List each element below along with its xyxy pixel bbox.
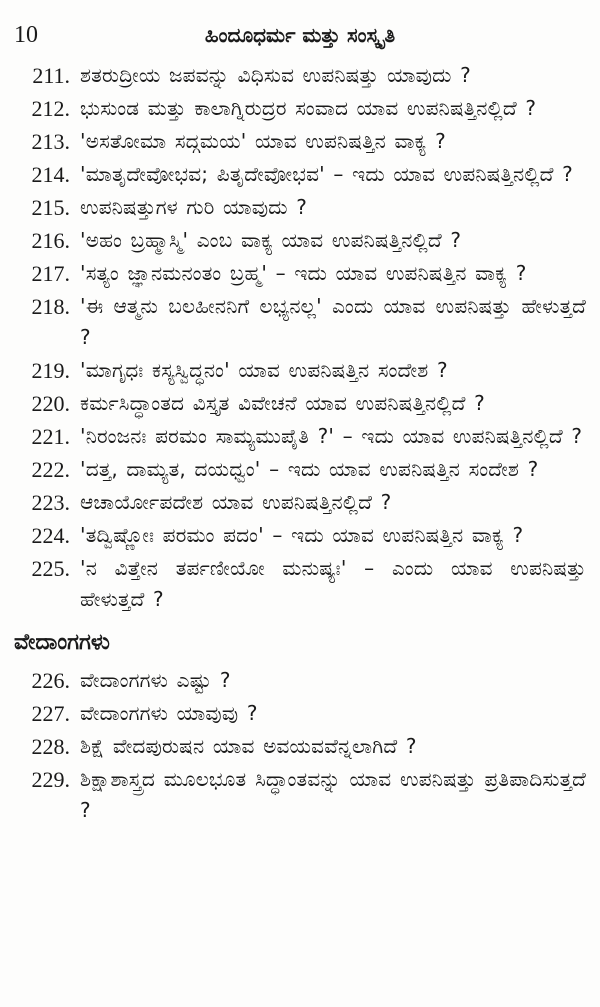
question-item bbox=[14, 553, 586, 615]
question-item bbox=[14, 192, 586, 223]
question-item bbox=[14, 520, 586, 551]
question-text: ಉಪನಿಷತ್ತುಗಳ ಗುರಿ ಯಾವುದು ? bbox=[80, 195, 308, 219]
question-number: 224. bbox=[31, 523, 70, 548]
question-number: 222. bbox=[31, 457, 70, 482]
question-item bbox=[14, 731, 586, 762]
question-text: 'ತದ್ವಿಷ್ಣೋಃ ಪರಮಂ ಪದಂ' – ಇದು ಯಾವ ಉಪನಿಷತ್ತಿನ ವಾಕ್ಯ ? bbox=[80, 523, 524, 547]
question-item bbox=[14, 60, 586, 91]
question-item bbox=[14, 258, 586, 289]
question-text: ಭುಸುಂಡ ಮತ್ತು ಕಾಲಾಗ್ನಿರುದ್ರರ ಸಂವಾದ ಯಾವ ಉಪನಿಷತ್ತಿನಲ್ಲಿದೆ ? bbox=[80, 96, 537, 120]
question-item bbox=[14, 698, 586, 729]
question-item bbox=[14, 291, 586, 353]
question-number: 217. bbox=[31, 261, 70, 286]
question-item bbox=[14, 764, 586, 826]
page-number: 10 bbox=[14, 22, 38, 48]
question-number: 219. bbox=[31, 358, 70, 383]
question-text: 'ನಿರಂಜನಃ ಪರಮಂ ಸಾಮ್ಯಮುಪೈತಿ ?' – ಇದು ಯಾವ ಉಪನಿಷತ್ತಿನಲ್ಲಿದೆ ? bbox=[80, 424, 583, 448]
question-number: 214. bbox=[31, 162, 70, 187]
question-item bbox=[14, 388, 586, 419]
question-item bbox=[14, 487, 586, 518]
question-item bbox=[14, 421, 586, 452]
question-text: 'ಮಾಗೃಧಃ ಕಸ್ಯಸ್ವಿದ್ಧನಂ' ಯಾವ ಉಪನಿಷತ್ತಿನ ಸಂದೇಶ ? bbox=[80, 358, 448, 382]
question-text: 'ಅಹಂ ಬ್ರಹ್ಮಾಸ್ಮಿ' ಎಂಬ ವಾಕ್ಯ ಯಾವ ಉಪನಿಷತ್ತಿನಲ್ಲಿದೆ ? bbox=[80, 228, 462, 252]
question-text: ಶಿಕ್ಷಾಶಾಸ್ತ್ರದ ಮೂಲಭೂತ ಸಿದ್ಧಾಂತವನ್ನು ಯಾವ ಉಪನಿಷತ್ತು ಪ್ರತಿಪಾದಿಸುತ್ತದೆ ? bbox=[80, 767, 586, 822]
question-number: 229. bbox=[31, 767, 70, 792]
question-list bbox=[14, 60, 586, 828]
question-number: 228. bbox=[31, 734, 70, 759]
question-number: 223. bbox=[31, 490, 70, 515]
question-number: 221. bbox=[31, 424, 70, 449]
question-item bbox=[14, 665, 586, 696]
question-number: 226. bbox=[31, 668, 70, 693]
question-item bbox=[14, 126, 586, 157]
question-number: 216. bbox=[31, 228, 70, 253]
question-text: 'ಸತ್ಯಂ ಜ್ಞಾನಮನಂತಂ ಬ್ರಹ್ಮ' – ಇದು ಯಾವ ಉಪನಿಷತ್ತಿನ ವಾಕ್ಯ ? bbox=[80, 261, 527, 285]
question-text: ಆಚಾರ್ಯೋಪದೇಶ ಯಾವ ಉಪನಿಷತ್ತಿನಲ್ಲಿದೆ ? bbox=[80, 490, 392, 514]
question-number: 218. bbox=[31, 294, 70, 319]
vedanga-questions bbox=[14, 665, 586, 826]
question-item bbox=[14, 159, 586, 190]
section-heading: ವೇದಾಂಗಗಳು bbox=[14, 630, 110, 655]
question-item bbox=[14, 355, 586, 386]
page-header bbox=[14, 18, 586, 52]
question-text: ಶತರುದ್ರೀಯ ಜಪವನ್ನು ವಿಧಿಸುವ ಉಪನಿಷತ್ತು ಯಾವುದು ? bbox=[80, 63, 471, 87]
question-text: 'ನ ವಿತ್ತೇನ ತರ್ಪಣೀಯೋ ಮನುಷ್ಯಃ' – ಎಂದು ಯಾವ ಉಪನಿಷತ್ತು ಹೇಳುತ್ತದೆ ? bbox=[80, 556, 586, 611]
question-number: 225. bbox=[31, 556, 70, 581]
question-text: 'ದತ್ತ, ದಾಮ್ಯತ, ದಯಧ್ವಂ' – ಇದು ಯಾವ ಉಪನಿಷತ್ತಿನ ಸಂದೇಶ ? bbox=[80, 457, 539, 481]
question-number: 215. bbox=[31, 195, 70, 220]
question-number: 211. bbox=[32, 63, 70, 88]
question-text: ವೇದಾಂಗಗಳು ಎಷ್ಟು ? bbox=[80, 668, 231, 692]
question-number: 220. bbox=[31, 391, 70, 416]
question-text: ವೇದಾಂಗಗಳು ಯಾವುವು ? bbox=[80, 701, 258, 725]
question-text: 'ಮಾತೃದೇವೋಭವ; ಪಿತೃದೇವೋಭವ' – ಇದು ಯಾವ ಉಪನಿಷತ್ತಿನಲ್ಲಿದೆ ? bbox=[80, 162, 573, 186]
running-title: ಹಿಂದೂಧರ್ಮ ಮತ್ತು ಸಂಸ್ಕೃತಿ bbox=[204, 23, 396, 47]
upanishad-questions bbox=[14, 60, 586, 615]
question-item bbox=[14, 454, 586, 485]
question-item bbox=[14, 225, 586, 256]
question-item bbox=[14, 93, 586, 124]
question-number: 213. bbox=[31, 129, 70, 154]
question-text: 'ಅಸತೋಮಾ ಸದ್ಗಮಯ' ಯಾವ ಉಪನಿಷತ್ತಿನ ವಾಕ್ಯ ? bbox=[80, 129, 446, 153]
question-number: 227. bbox=[31, 701, 70, 726]
question-text: 'ಈ ಆತ್ಮನು ಬಲಹೀನನಿಗೆ ಲಭ್ಯನಲ್ಲ' ಎಂದು ಯಾವ ಉಪನಿಷತ್ತು ಹೇಳುತ್ತದೆ ? bbox=[80, 294, 586, 349]
question-number: 212. bbox=[31, 96, 70, 121]
question-text: ಕರ್ಮಸಿದ್ಧಾಂತದ ವಿಸ್ತೃತ ವಿವೇಚನೆ ಯಾವ ಉಪನಿಷತ್ತಿನಲ್ಲಿದೆ ? bbox=[80, 391, 485, 415]
question-text: ಶಿಕ್ಷೆ ವೇದಪುರುಷನ ಯಾವ ಅವಯವವೆನ್ನಲಾಗಿದೆ ? bbox=[80, 734, 417, 758]
